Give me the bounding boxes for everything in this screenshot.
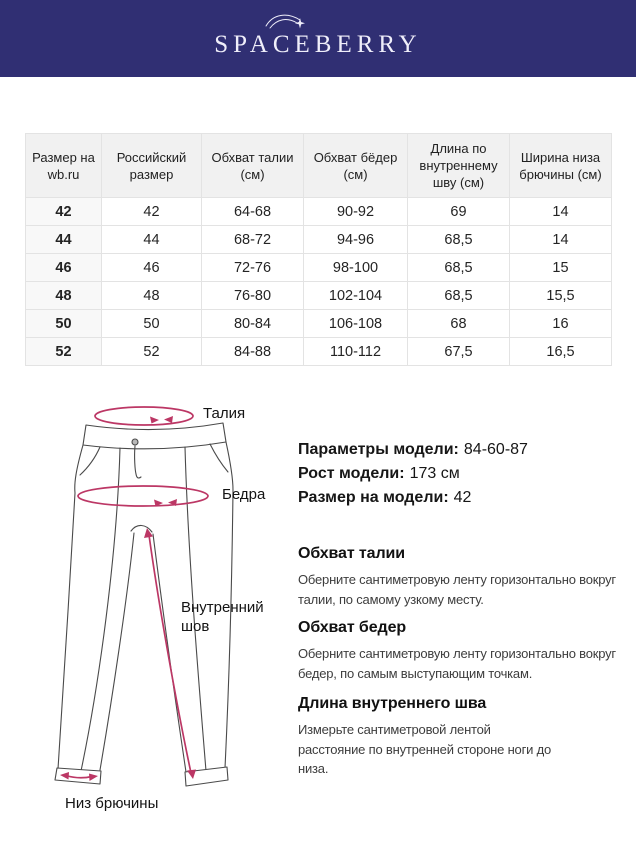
model-params-label: Параметры модели: [298,441,459,458]
hips-label: Бедра [222,486,266,503]
size-cell: 14 [510,226,612,254]
size-row [26,198,612,226]
hem-label: Низ брючины [65,795,159,812]
column-header: Длина по внутреннему шву (см) [408,134,510,198]
size-cell: 68,5 [408,254,510,282]
size-cell: 46 [102,254,202,282]
guide-inseam-text: Измерьте сантиметровой лентой расстояние по внутренней стороне ноги до низа. [298,722,552,776]
size-cell: 84-88 [202,338,304,366]
size-cell: 68,5 [408,282,510,310]
size-cell: 14 [510,198,612,226]
size-row [26,254,612,282]
guide-inseam-title: Длина внутреннего шва [298,695,487,712]
brand-header [0,0,636,77]
size-cell-wb: 50 [26,310,102,338]
size-cell-wb: 46 [26,254,102,282]
column-header: Российский размер [102,134,202,198]
size-cell-wb: 42 [26,198,102,226]
size-cell: 68 [408,310,510,338]
size-cell: 52 [102,338,202,366]
pants-diagram [25,385,310,830]
size-row [26,282,612,310]
size-cell: 15 [510,254,612,282]
column-header: Обхват бёдер (см) [304,134,408,198]
size-cell: 67,5 [408,338,510,366]
model-params-line [298,441,618,458]
column-header: Размер на wb.ru [26,134,102,198]
brand-logo [214,19,421,59]
comet-star-icon [264,11,306,35]
size-cell: 94-96 [304,226,408,254]
size-cell: 15,5 [510,282,612,310]
size-cell-wb: 52 [26,338,102,366]
guide-waist-title: Обхват талии [298,545,406,562]
size-table-head [26,134,612,198]
size-table [25,133,612,366]
model-height-line [298,465,618,482]
brand-logo-text: SPACEBERRY [214,30,422,58]
model-params-value: 84-60-87 [463,441,528,458]
size-cell: 44 [102,226,202,254]
size-cell: 42 [102,198,202,226]
inseam-label: Внутренний шов [181,599,264,635]
size-cell: 110-112 [304,338,408,366]
column-header: Ширина низа брючины (см) [510,134,612,198]
size-cell: 64-68 [202,198,304,226]
guide-section-waist [298,545,618,609]
size-cell: 72-76 [202,254,304,282]
size-row [26,310,612,338]
size-cell: 102-104 [304,282,408,310]
model-size-line [298,489,618,506]
size-cell: 76-80 [202,282,304,310]
model-size-label: Размер на модели: [298,489,449,506]
size-cell-wb: 44 [26,226,102,254]
size-cell: 90-92 [304,198,408,226]
guide-hips-text: Оберните сантиметровую ленту горизонтально вокруг бедер, по самым выступающим точкам. [298,646,616,681]
size-cell: 16,5 [510,338,612,366]
size-cell: 48 [102,282,202,310]
size-cell-wb: 48 [26,282,102,310]
size-cell: 68,5 [408,226,510,254]
waist-label: Талия [203,405,246,422]
size-cell: 16 [510,310,612,338]
size-row [26,338,612,366]
size-cell: 68-72 [202,226,304,254]
guide-section-hips [298,619,618,683]
size-table-body [26,198,612,366]
guide-section-inseam [298,695,618,779]
header-row [26,134,612,198]
size-cell: 106-108 [304,310,408,338]
model-height-label: Рост модели: [298,465,405,482]
column-header: Обхват талии (см) [202,134,304,198]
model-info [298,441,618,506]
size-row [26,226,612,254]
guide-hips-title: Обхват бедер [298,619,407,636]
size-cell: 50 [102,310,202,338]
size-cell: 69 [408,198,510,226]
size-cell: 80-84 [202,310,304,338]
info-column [298,441,618,831]
guide-waist-text: Оберните сантиметровую ленту горизонтально вокруг талии, по самому узкому месту. [298,572,616,607]
model-size-value: 42 [453,489,472,506]
model-height-value: 173 см [409,465,460,482]
size-cell: 98-100 [304,254,408,282]
